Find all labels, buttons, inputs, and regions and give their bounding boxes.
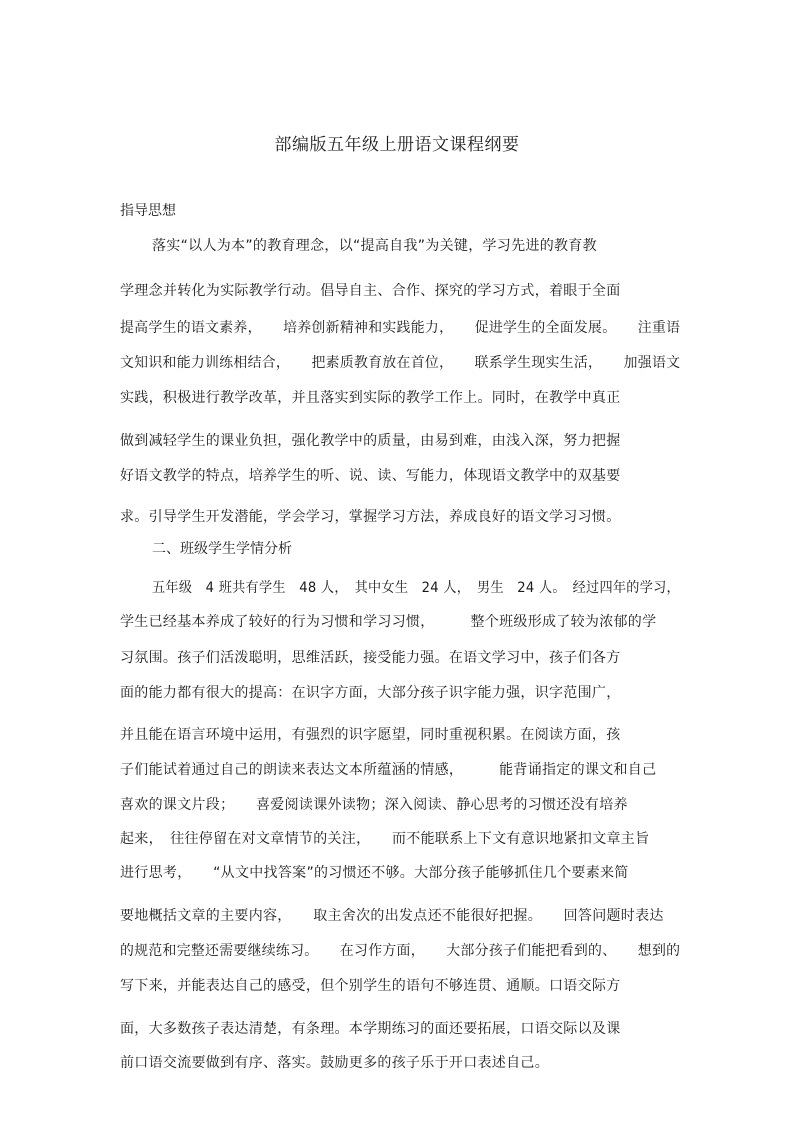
paragraph-line: 的规范和完整还需要继续练习。 在习作方面， 大部分孩子们能把看到的、 想到的: [120, 943, 681, 959]
paragraph-line: 学理念并转化为实际教学行动。倡导自主、合作、探究的学习方式，着眼于全面: [120, 283, 621, 299]
paragraph-line: 并且能在语言环境中运用，有强烈的识字愿望，同时重视积累。在阅读方面，孩: [120, 727, 621, 743]
document-title: 部编版五年级上册语文课程纲要: [274, 135, 520, 155]
paragraph-line: 实践，积极进行教学改革，并且落实到实际的教学工作上。同时，在教学中真正: [120, 390, 621, 406]
paragraph-line: 面的能力都有很大的提高：在识字方面，大部分孩子识字能力强，识字范围广，: [120, 685, 621, 701]
paragraph-line: 子们能试着通过自己的朗读来表达文本所蕴涵的情感， 能背诵指定的课文和自己: [120, 762, 657, 778]
section-heading-guiding-ideology: 指导思想: [120, 203, 176, 219]
paragraph-line: 前口语交流要做到有序、落实。鼓励更多的孩子乐于开口表述自己。: [120, 1055, 549, 1071]
paragraph-line: 学生已经基本养成了较好的行为习惯和学习习惯， 整个班级形成了较为浓郁的学: [120, 614, 657, 630]
paragraph-line: 提高学生的语文素养， 培养创新精神和实践能力， 促进学生的全面发展。 注重语: [120, 320, 681, 336]
section-heading-class-analysis: 二、班级学生学情分析: [152, 541, 292, 557]
paragraph-line: 要地概括文章的主要内容， 取主舍次的出发点还不能很好把握。 回答问题时表达: [120, 908, 664, 924]
paragraph-line: 写下来，并能表达自己的感受，但个别学生的语句不够连贯、通顺。口语交际方: [120, 978, 621, 994]
paragraph-line: 好语文教学的特点，培养学生的听、说、读、写能力，体现语文教学中的双基要: [120, 468, 621, 484]
paragraph-line: 喜欢的课文片段； 喜爱阅读课外读物；深入阅读、静心思考的习惯还没有培养: [120, 797, 628, 813]
paragraph-line: 五年级 4 班共有学生 48 人， 其中女生 24 人， 男生 24 人。 经过四年的学习，: [152, 580, 680, 596]
paragraph-line: 做到减轻学生的课业负担，强化教学中的质量，由易到难，由浅入深，努力把握: [120, 433, 621, 449]
paragraph-line: 起来， 往往停留在对文章情节的关注， 而不能联系上下文有意识地紧扣文章主旨: [120, 831, 650, 847]
paragraph-line: 文知识和能力训练相结合， 把素质教育放在首位， 联系学生现实生活， 加强语文: [120, 355, 681, 371]
paragraph-line: 习氛围。孩子们活泼聪明，思维活跃，接受能力强。在语文学习中，孩子们各方: [120, 650, 621, 666]
paragraph-line: 面，大多数孩子表达清楚，有条理。本学期练习的面还要拓展，口语交际以及课: [120, 1021, 621, 1037]
paragraph-line: 求。引导学生开发潜能，学会学习，掌握学习方法，养成良好的语文学习习惯。: [120, 509, 621, 525]
paragraph-line: 进行思考， “从文中找答案”的习惯还不够。大部分孩子能够抓住几个要素来简: [120, 865, 629, 881]
paragraph-line: 落实“以人为本”的教育理念，以“提高自我”为关键，学习先进的教育教: [152, 238, 597, 254]
